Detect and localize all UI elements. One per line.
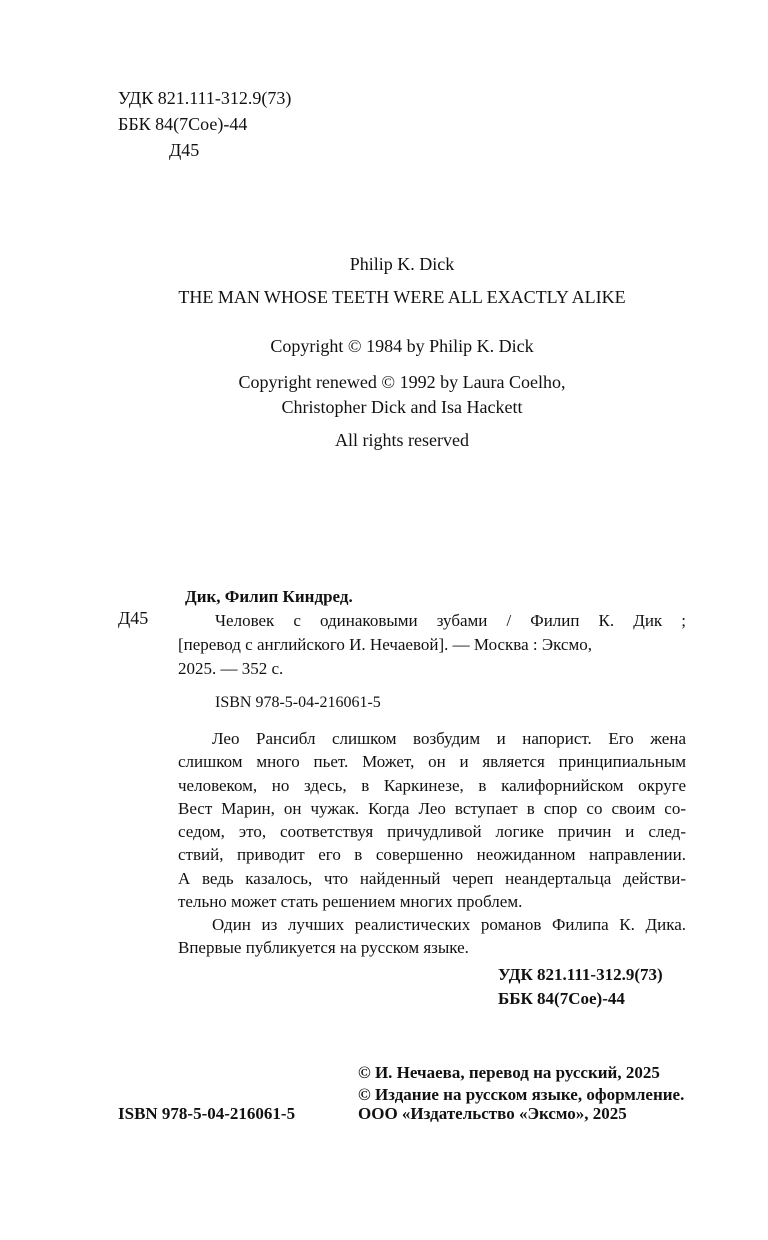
annotation-paragraph-1: [178, 727, 686, 913]
original-title: THE MAN WHOSE TEETH WERE ALL EXACTLY ALIKE: [178, 287, 626, 307]
copyright-renewed-line2: Christopher Dick and Isa Hackett: [281, 397, 523, 417]
copyright-original: Copyright © 1984 by Philip K. Dick: [270, 336, 534, 356]
annotation-line: Лео Рансибл слишком возбудим и напорист. Его жена: [212, 729, 686, 748]
udk-code: УДК 821.111-312.9(73): [118, 88, 292, 108]
annotation-line: Впервые публикуется на русском языке.: [178, 938, 469, 958]
bbk-code: ББК 84(7Сое)-44: [118, 114, 248, 134]
catalog-desc-line2: [перевод с английского И. Нечаевой]. — Москва : Эксмо,: [178, 635, 592, 654]
footer-copyright-edition-line2: ООО «Издательство «Эксмо», 2025: [358, 1104, 627, 1123]
annotation-line: седом, это, соответствуя причудливой логике причин и след-: [178, 822, 686, 842]
catalog-desc-line1: Человек с одинаковыми зубами / Филип К. Дик ;: [215, 611, 686, 630]
footer-isbn: ISBN 978-5-04-216061-5: [118, 1104, 296, 1123]
annotation-line: тельно может стать решением многих проблем.: [178, 892, 523, 912]
footer-copyright-translation: © И. Нечаева, перевод на русский, 2025: [358, 1063, 660, 1082]
original-author: Philip K. Dick: [349, 254, 455, 274]
all-rights-reserved: All rights reserved: [335, 430, 469, 450]
annotation-line: слишком много пьет. Может, он и является принципиальным: [178, 752, 686, 772]
annotation-line: человеком, но здесь, в Каркинезе, в калифорнийском округе: [178, 775, 686, 795]
annotation-line: А ведь казалось, что найденный череп неандертальца действи-: [178, 868, 686, 888]
catalog-isbn: ISBN 978-5-04-216061-5: [215, 694, 381, 711]
catalog-author: Дик, Филип Киндред.: [185, 587, 353, 606]
footer-udk-code: УДК 821.111-312.9(73): [498, 965, 663, 984]
catalog-author-mark: Д45: [118, 608, 149, 628]
annotation-line: Вест Марин, он чужак. Когда Лео вступает в спор со своим со-: [178, 798, 686, 818]
author-mark: Д45: [169, 140, 200, 160]
annotation-line: ствий, приводит его в совершенно неожиданном направлении.: [178, 845, 686, 865]
footer-bbk-code: ББК 84(7Сое)-44: [498, 989, 625, 1008]
annotation-paragraph-2: [178, 913, 686, 960]
footer-copyright-edition-line1: © Издание на русском языке, оформление.: [358, 1085, 685, 1104]
catalog-desc-line3: 2025. — 352 с.: [178, 659, 284, 678]
copyright-renewed-line1: Copyright renewed © 1992 by Laura Coelho,: [238, 372, 566, 392]
annotation-line: Один из лучших реалистических романов Филипа К. Дика.: [212, 915, 686, 934]
